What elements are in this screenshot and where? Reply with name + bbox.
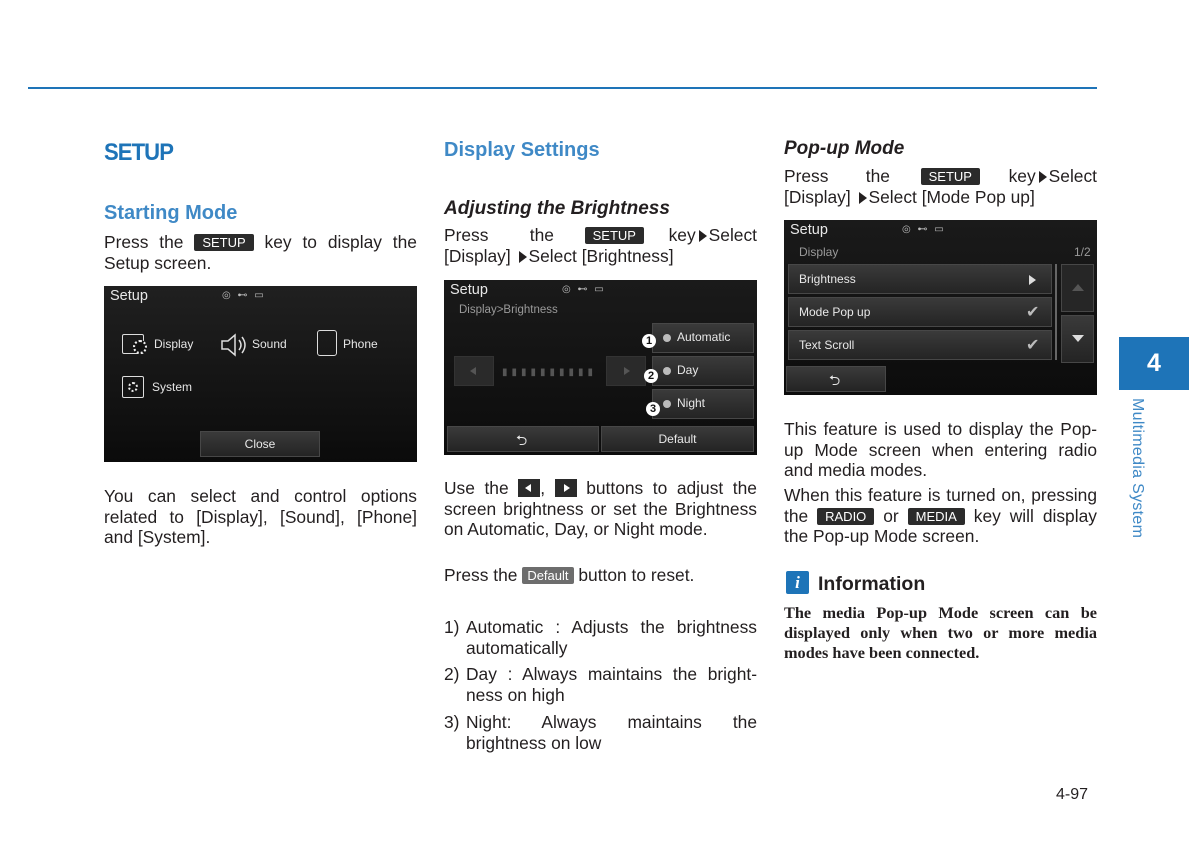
scrollbar <box>1055 264 1057 360</box>
radio-key: RADIO <box>817 508 874 525</box>
brightness-buttons-text <box>444 478 757 540</box>
popup-para1: This feature is used to display the Pop-up Mode screen when entering radio and media modes. <box>784 419 1097 480</box>
list-text: Automatic : Adjusts the brightness automatically <box>466 617 757 658</box>
brightness-instructions <box>444 225 757 266</box>
info-icon: i <box>786 571 809 594</box>
brightness-screen-image <box>444 280 757 455</box>
text-press-the-3: Press the <box>444 565 518 585</box>
text-select-display-3: Select [Display] <box>784 166 1098 207</box>
arrow-icon <box>859 192 867 204</box>
status-icons: ◎ ⊷ ▭ <box>222 290 266 301</box>
mode-popup-item <box>788 297 1052 327</box>
chevron-right-icon <box>1029 275 1036 285</box>
close-label: Close <box>244 437 276 451</box>
brightness-item-label: Brightness <box>799 272 856 286</box>
popup-screen-image <box>784 220 1097 395</box>
setup-key-2: SETUP <box>585 227 644 244</box>
setup-key: SETUP <box>194 234 253 251</box>
gear-icon <box>133 340 147 354</box>
sound-label: Sound <box>252 337 287 351</box>
automatic-label: Automatic <box>677 330 731 344</box>
list-item <box>444 712 757 753</box>
reset-text <box>444 565 757 586</box>
up-arrow-icon <box>1072 284 1084 291</box>
setup-screen-image <box>104 286 417 462</box>
top-rule <box>28 87 1097 89</box>
brightness-subheading: Adjusting the Brightness <box>444 198 670 219</box>
brightness-item <box>788 264 1052 294</box>
media-key: MEDIA <box>908 508 965 525</box>
right-button-icon <box>555 479 577 497</box>
text-press-the: Press the <box>104 232 184 252</box>
text-press-the-4: Press the <box>784 166 890 186</box>
information-text: The media Pop-up Mode screen can be displayed only when two or more media modes have been connected. <box>784 603 1097 662</box>
day-label: Day <box>677 363 699 377</box>
system-gear-icon <box>128 382 138 392</box>
callout-3: 3 <box>646 402 660 416</box>
callout-2: 2 <box>644 369 658 383</box>
list-num: 1) <box>444 617 460 637</box>
back-button-3 <box>786 366 886 392</box>
page-number: 4-97 <box>1056 786 1089 803</box>
sub-title: Display <box>799 245 839 259</box>
col1-body: You can select and control options related to [Display], [Sound], [Phone] and [System]. <box>104 486 417 547</box>
list-num: 3) <box>444 712 460 732</box>
text-comma: , <box>540 478 546 498</box>
automatic-option <box>652 323 754 353</box>
brightness-right-button <box>606 356 646 386</box>
setup-key-3: SETUP <box>921 168 980 185</box>
default-label: Default <box>658 432 697 446</box>
page-indicator: 1/2 <box>1074 245 1091 259</box>
night-option <box>652 389 754 419</box>
list-text: Day : Always maintains the bright-ness on high <box>466 664 757 705</box>
callout-1: 1 <box>642 334 656 348</box>
arrow-icon <box>1039 171 1047 183</box>
screen-title-2: Setup <box>450 282 488 298</box>
text-select-brightness: Select [Brightness] <box>528 245 674 266</box>
check-icon: ✔ <box>1026 304 1040 321</box>
mode-popup-item-label: Mode Pop up <box>799 305 871 319</box>
text-or: or <box>883 505 899 526</box>
text-para2b: key will display the Pop-up Mode screen. <box>784 505 1097 546</box>
list-num: 2) <box>444 664 460 684</box>
left-arrow-icon <box>470 367 476 375</box>
default-button <box>601 426 754 452</box>
popup-para2 <box>784 485 1097 547</box>
text-key-to-display: key to display the Setup screen. <box>104 232 417 273</box>
text-buttons-adjust: buttons to adjust the screen brightness or set the Brightness on Automatic, Day, or Night mode. <box>444 478 757 539</box>
popup-mode-subheading: Pop-up Mode <box>784 138 905 159</box>
system-label: System <box>152 380 193 394</box>
night-label: Night <box>677 396 706 410</box>
screen-title-3: Setup <box>790 222 828 238</box>
phone-icon <box>317 330 337 356</box>
chapter-title: Multimedia System <box>1129 398 1146 539</box>
text-select-display-2: Select [Display] <box>444 225 758 266</box>
list-text: Night: Always maintains the brightness on low <box>466 712 757 753</box>
brightness-left-button <box>454 356 494 386</box>
breadcrumb: Display>Brightness <box>459 304 558 316</box>
display-label: Display <box>154 337 194 351</box>
down-arrow-icon <box>1072 335 1084 342</box>
screen-title: Setup <box>110 288 148 304</box>
display-settings-heading: Display Settings <box>444 139 600 161</box>
text-scroll-item-label: Text Scroll <box>799 338 855 352</box>
text-button-to-reset: button to reset. <box>578 565 695 585</box>
information-heading: Information <box>818 573 926 595</box>
status-icons-3: ◎ ⊷ ▭ <box>902 224 946 235</box>
radio-icon <box>663 400 671 408</box>
left-button-icon <box>518 479 540 497</box>
close-button <box>200 431 320 457</box>
list-item <box>444 617 757 658</box>
radio-icon <box>663 334 671 342</box>
back-button <box>447 426 599 452</box>
speaker-icon <box>220 332 250 358</box>
starting-mode-heading: Starting Mode <box>104 202 238 224</box>
text-key-2: key <box>668 225 696 245</box>
arrow-icon <box>699 230 707 242</box>
status-icons-2: ◎ ⊷ ▭ <box>562 284 606 295</box>
text-para2a: When this feature is turned on, pressing the <box>784 485 1097 526</box>
text-select-mode-popup: Select [Mode Pop up] <box>868 186 1035 207</box>
starting-mode-text <box>104 232 417 273</box>
section-title: SETUP <box>104 139 174 166</box>
chapter-tab: 4 <box>1119 337 1189 390</box>
arrow-icon <box>519 251 527 263</box>
text-press-the-2: Press the <box>444 225 554 245</box>
default-key: Default <box>522 567 573 584</box>
radio-icon <box>663 367 671 375</box>
back-icon: ⮌ <box>829 372 841 388</box>
scroll-up-button <box>1061 264 1094 312</box>
right-arrow-icon <box>624 367 630 375</box>
check-icon: ✔ <box>1026 337 1040 354</box>
popup-instructions <box>784 166 1097 207</box>
text-scroll-item <box>788 330 1052 360</box>
list-item <box>444 664 757 705</box>
phone-label: Phone <box>343 337 378 351</box>
brightness-scale: ▮▮▮▮▮▮▮▮▮▮ <box>502 367 598 378</box>
text-use-the: Use the <box>444 478 509 498</box>
scroll-down-button <box>1061 315 1094 363</box>
text-key-3: key <box>1008 166 1036 186</box>
back-icon: ⮌ <box>516 432 528 448</box>
day-option <box>652 356 754 386</box>
